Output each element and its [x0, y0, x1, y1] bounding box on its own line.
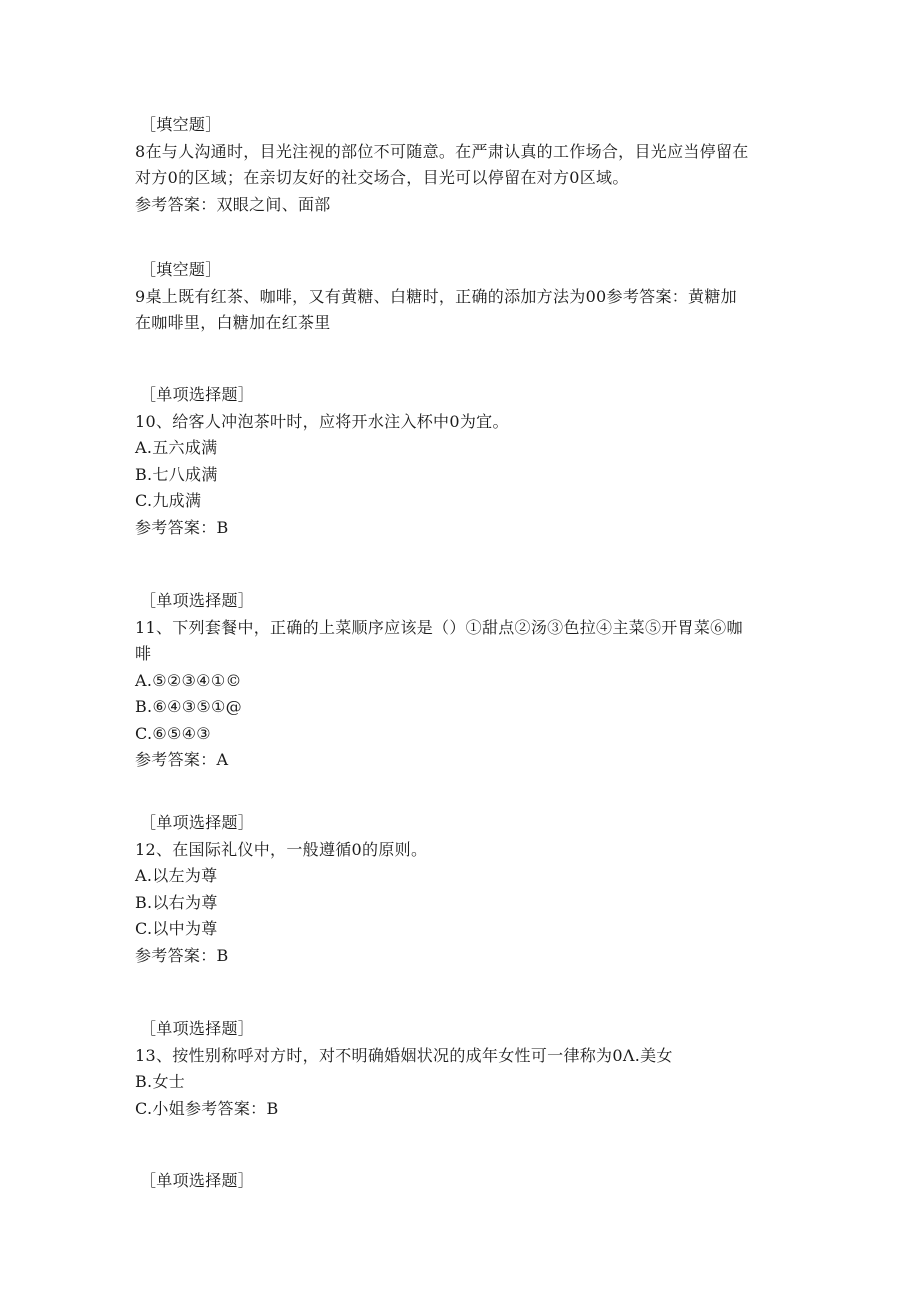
question-block-9 — [135, 257, 795, 337]
option-c: C.小姐参考答案：B — [135, 1098, 279, 1118]
option-a: A.⑤②③④①© — [135, 670, 242, 690]
question-block-13 — [135, 1016, 795, 1122]
question-type-label: ［单项选择题］ — [140, 1171, 255, 1190]
option-b: B.女士 — [135, 1072, 186, 1091]
option-c: C.九成满 — [135, 491, 202, 510]
question-type-label: ［单项选择题］ — [140, 813, 255, 832]
question-text: 在咖啡里，白糖加在红茶里 — [135, 313, 331, 332]
question-text: 13、按性别称呼对方时，对不明确婚姻状况的成年女性可一律称为0Λ.美女 — [135, 1045, 673, 1065]
question-text: 12、在国际礼仪中，一般遵循0的原则。 — [135, 839, 428, 859]
question-block-8 — [135, 112, 795, 218]
answer-text: 参考答案：A — [135, 750, 229, 769]
option-a: A.以左为尊 — [135, 866, 218, 885]
question-block-12 — [135, 810, 795, 969]
option-c: C.以中为尊 — [135, 919, 218, 938]
question-type-label: ［填空题］ — [140, 115, 222, 134]
question-text: 10、给客人冲泡茶叶时，应将开水注入杯中0为宜。 — [135, 411, 509, 431]
answer-text: 参考答案：双眼之间、面部 — [135, 194, 331, 214]
question-text: 8在与人沟通时，目光注视的部位不可随意。在严肃认真的工作场合，目光应当停留在 — [135, 141, 749, 161]
question-type-label: ［单项选择题］ — [140, 591, 255, 610]
question-text: 对方0的区域；在亲切友好的社交场合，目光可以停留在对方0区域。 — [135, 168, 629, 187]
question-text: 11、下列套餐中，正确的上菜顺序应该是（）①甜点②汤③色拉④主菜⑤开胃菜⑥咖 — [135, 617, 743, 637]
option-b: B.七八成满 — [135, 464, 218, 484]
question-block-14 — [135, 1168, 795, 1195]
question-text: 啡 — [135, 644, 152, 663]
option-c: C.⑥⑤④③ — [135, 723, 211, 743]
question-type-label: ［单项选择题］ — [140, 385, 255, 404]
question-text: 9桌上既有红茶、咖啡，又有黄糖、白糖时，正确的添加方法为00参考答案：黄糖加 — [135, 286, 737, 306]
option-b: B.以右为尊 — [135, 892, 218, 912]
question-type-label: ［填空题］ — [140, 260, 222, 279]
option-a: A.五六成满 — [135, 438, 218, 457]
question-block-10 — [135, 382, 795, 541]
question-type-label: ［单项选择题］ — [140, 1019, 255, 1038]
answer-text: 参考答案：B — [135, 517, 229, 537]
question-block-11 — [135, 588, 795, 774]
answer-text: 参考答案：B — [135, 945, 229, 965]
option-b: B.⑥④③⑤①@ — [135, 697, 242, 716]
